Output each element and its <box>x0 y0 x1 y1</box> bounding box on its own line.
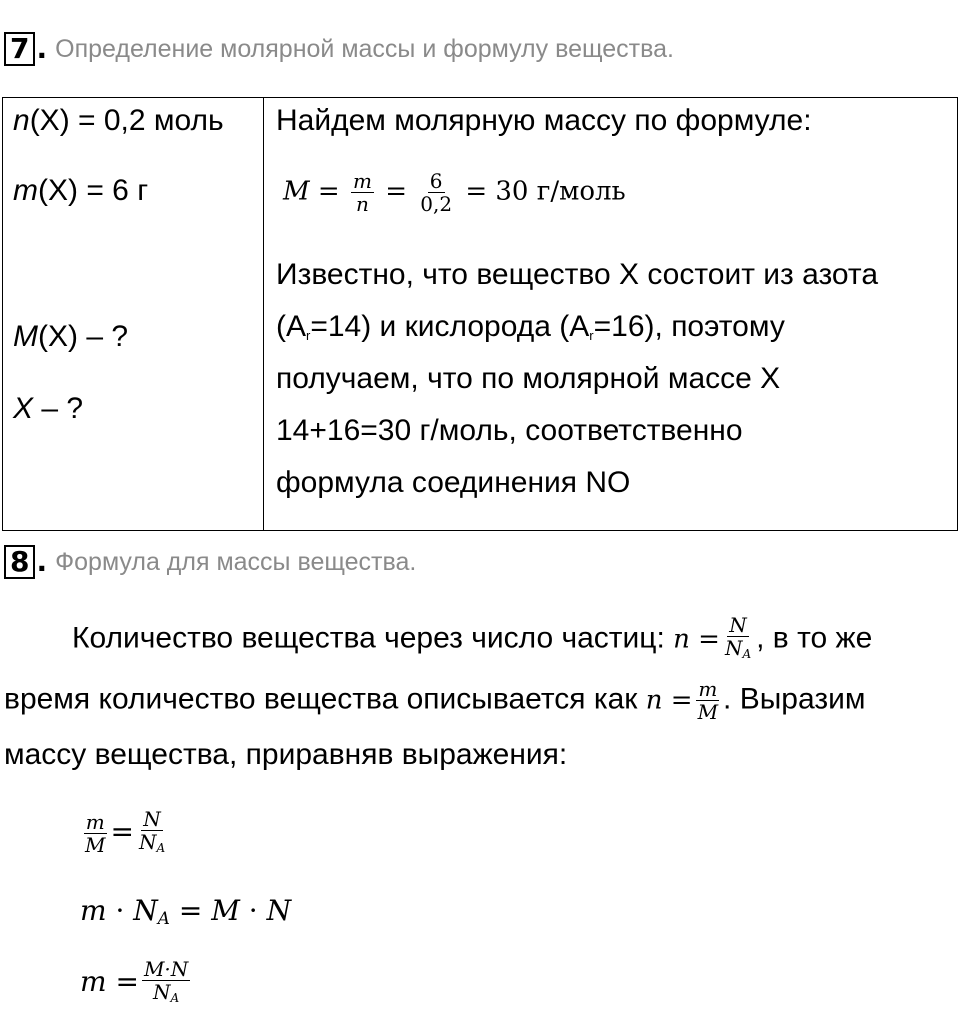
task-number-dot: . <box>36 32 48 65</box>
solution-line-3: получаем, что по молярной массе X <box>276 362 781 395</box>
fraction-MN-over-NA: $\frac{M\cdot N}{N_A}$ <box>143 957 189 1005</box>
task-number-dot: . <box>36 545 48 578</box>
equation-1: $\frac{m}{M}$ = $\frac{N}{N_A}$ <box>85 807 166 857</box>
task-number: 8 <box>4 545 35 579</box>
fraction-N-over-NA: $\frac{N}{N_A}$ <box>724 613 752 661</box>
molar-mass-formula: M = $\frac{m}{n}$ = $\frac{6}{0,2}$ = 30 г/моль <box>283 169 626 216</box>
solution-intro: Найдем молярную массу по формуле: <box>276 104 812 137</box>
find-substance: X – ? <box>13 392 84 425</box>
task-8-header <box>4 545 416 579</box>
given-amount: n(X) = 0,2 моль <box>13 104 224 137</box>
solution-line-4: 14+16=30 г/моль, соответственно <box>276 414 743 447</box>
fraction-6-over-0-2: $\frac{6}{0,2}$ <box>420 169 453 216</box>
task-number: 7 <box>4 32 35 66</box>
task-7-header <box>4 32 674 66</box>
solution-line-2: (Ar=14) и кислорода (Ar=16), поэтому <box>276 310 785 343</box>
fraction-m-over-n: $\frac{m}{n}$ <box>352 169 372 216</box>
paragraph-line-2: время количество вещества описывается как n = $\frac{m}{M}$ . Выразим <box>4 677 866 724</box>
solution-line-1: Известно, что вещество X состоит из азота <box>276 258 879 291</box>
task-title: Формула для массы вещества. <box>55 547 417 576</box>
paragraph-line-1: Количество вещества через число частиц: n = $\frac{N}{N_A}$ , в то же <box>72 614 872 665</box>
paragraph-line-3: массу вещества, приравняв выражения: <box>4 738 568 771</box>
task-title: Определение молярной массы и формулу вещества. <box>55 34 674 63</box>
solution-table <box>2 97 958 531</box>
solution-column <box>265 98 957 530</box>
solution-line-5: формула соединения NO <box>276 466 631 499</box>
equation-2: $m \cdot N_A = M \cdot N$ <box>80 894 292 929</box>
fraction-N-over-NA: $\frac{N}{N_A}$ <box>138 807 166 855</box>
fraction-m-over-M: $\frac{m}{M}$ <box>85 810 106 857</box>
find-molar-mass: M(X) – ? <box>13 320 129 353</box>
given-column <box>3 98 264 530</box>
fraction-m-over-M: $\frac{m}{M}$ <box>697 677 719 724</box>
given-mass: m(X) = 6 г <box>13 174 149 207</box>
equation-3: m = $\frac{M\cdot N}{N_A}$ <box>80 958 193 1009</box>
